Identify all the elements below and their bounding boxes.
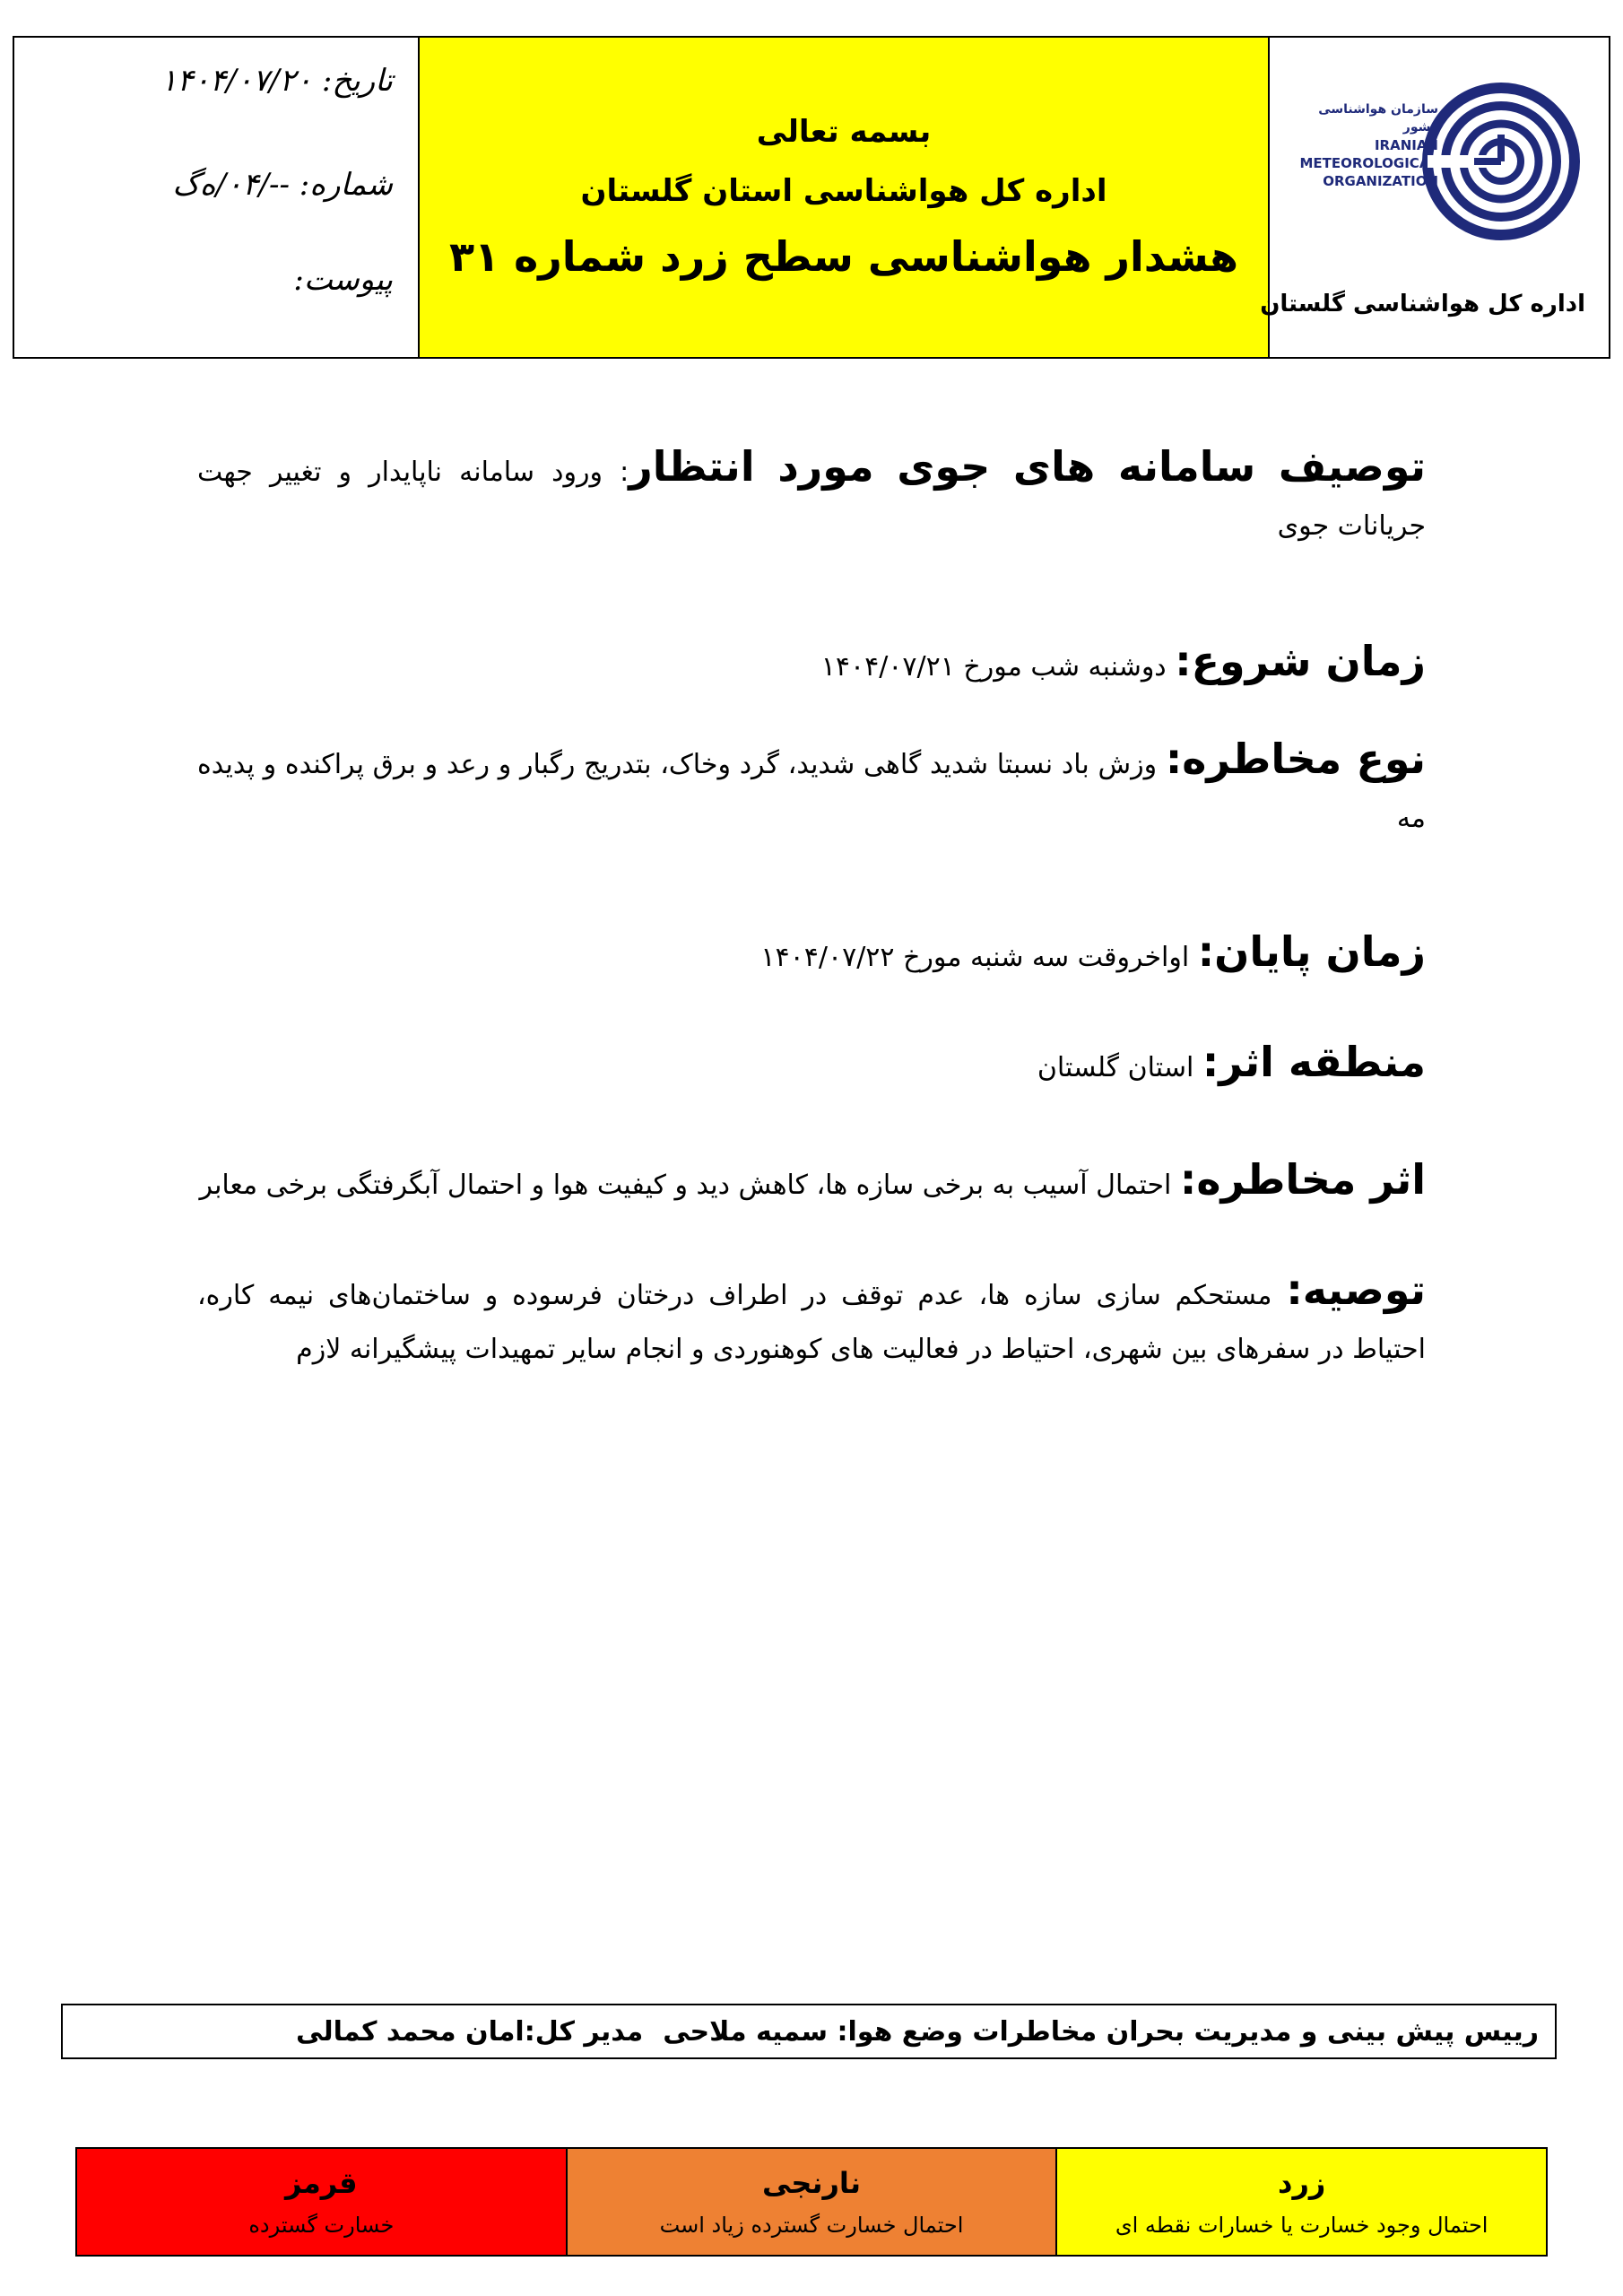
legend-orange-name: نارنجی — [762, 2166, 861, 2200]
office-name: اداره کل هواشناسی استان گلستان — [580, 173, 1107, 209]
end-label: زمان پایان: — [1197, 927, 1426, 976]
director-signature: مدیر کل:امان محمد کمالی — [296, 2016, 644, 2048]
hazard-type-text: وزش باد نسبتا شدید گاهی شدید، گرد وخاک، بتدریج رگبار و رعد و برق پراکنده و پدیده مه — [197, 749, 1426, 834]
warning-level-legend — [75, 2147, 1548, 2257]
hazard-type — [197, 732, 1426, 846]
start-text: دوشنبه شب مورخ ۱۴۰۴/۰۷/۲۱ — [820, 651, 1176, 683]
legend-orange-desc: احتمال خسارت گسترده زیاد است — [659, 2213, 964, 2238]
attachment-line: پیوست: — [293, 262, 393, 298]
legend-yellow-name: زرد — [1278, 2166, 1326, 2200]
letter-metadata — [14, 38, 420, 357]
logo-text: سازمان هواشناسی کشور IRANIAN METEOROLOGICAL ORGANIZATION — [1299, 102, 1438, 189]
date-line: تاریخ: ۱۴۰۴/۰۷/۲۰ — [161, 63, 393, 99]
bismillah-line: بسمه تعالی — [756, 114, 932, 150]
logo-caption: اداره کل هواشناسی گلستان — [1260, 291, 1585, 317]
advice-text: مستحکم سازی سازه ها، عدم توقف در اطراف درختان فرسوده و ساختمان‌های نیمه کاره، احتیاط در سفرهای بین شهری، احتیاط در فعالیت های کوهنوردی و انجام سایر تمهیدات پیشگیرانه لازم — [197, 1280, 1426, 1365]
legend-red-desc: خسارت گسترده — [248, 2213, 395, 2238]
legend-red-name: قرمز — [285, 2166, 358, 2200]
forecast-head-signature: رییس پیش بینی و مدیریت بحران مخاطرات وضع هوا: سمیه ملاحی — [663, 2016, 1539, 2048]
legend-red — [77, 2149, 566, 2255]
warning-title: هشدار هواشناسی سطح زرد شماره ۳۱ — [448, 232, 1239, 281]
advice — [197, 1263, 1426, 1377]
number-line: شماره: --/۰۴/ه‌گ — [172, 167, 393, 203]
effect-label: اثر مخاطره: — [1179, 1155, 1426, 1204]
legend-yellow-desc: احتمال وجود خسارت یا خسارات نقطه ای — [1115, 2213, 1488, 2238]
systems-label: توصیف سامانه های جوی مورد انتظار — [629, 442, 1426, 491]
end-time — [197, 925, 1426, 985]
legend-orange — [566, 2149, 1056, 2255]
letter-header — [13, 36, 1610, 359]
meteorological-logo-icon — [1420, 81, 1582, 242]
systems-description — [197, 439, 1426, 553]
hazard-type-label: نوع مخاطره: — [1165, 735, 1426, 783]
area-text: استان گلستان — [1037, 1052, 1202, 1083]
legend-yellow — [1055, 2149, 1546, 2255]
area-label: منطقه اثر: — [1202, 1038, 1426, 1086]
effect-text: احتمال آسیب به برخی سازه ها، کاهش دید و کیفیت هوا و احتمال آبگرفتگی برخی معابر — [199, 1170, 1180, 1201]
start-label: زمان شروع: — [1175, 637, 1426, 685]
hazard-effect — [197, 1152, 1426, 1213]
signature-box — [61, 2004, 1557, 2059]
logo-block — [1260, 38, 1609, 357]
start-time — [197, 634, 1426, 694]
systems-text: : ورود سامانه ناپایدار و تغییر جهت جریانات جوی — [197, 457, 1426, 542]
warning-body — [197, 439, 1426, 1377]
affected-area — [197, 1035, 1426, 1095]
header-title-block — [420, 38, 1270, 357]
end-text: اواخروقت سه شنبه مورخ ۱۴۰۴/۰۷/۲۲ — [760, 942, 1198, 973]
advice-label: توصیه: — [1286, 1265, 1426, 1314]
